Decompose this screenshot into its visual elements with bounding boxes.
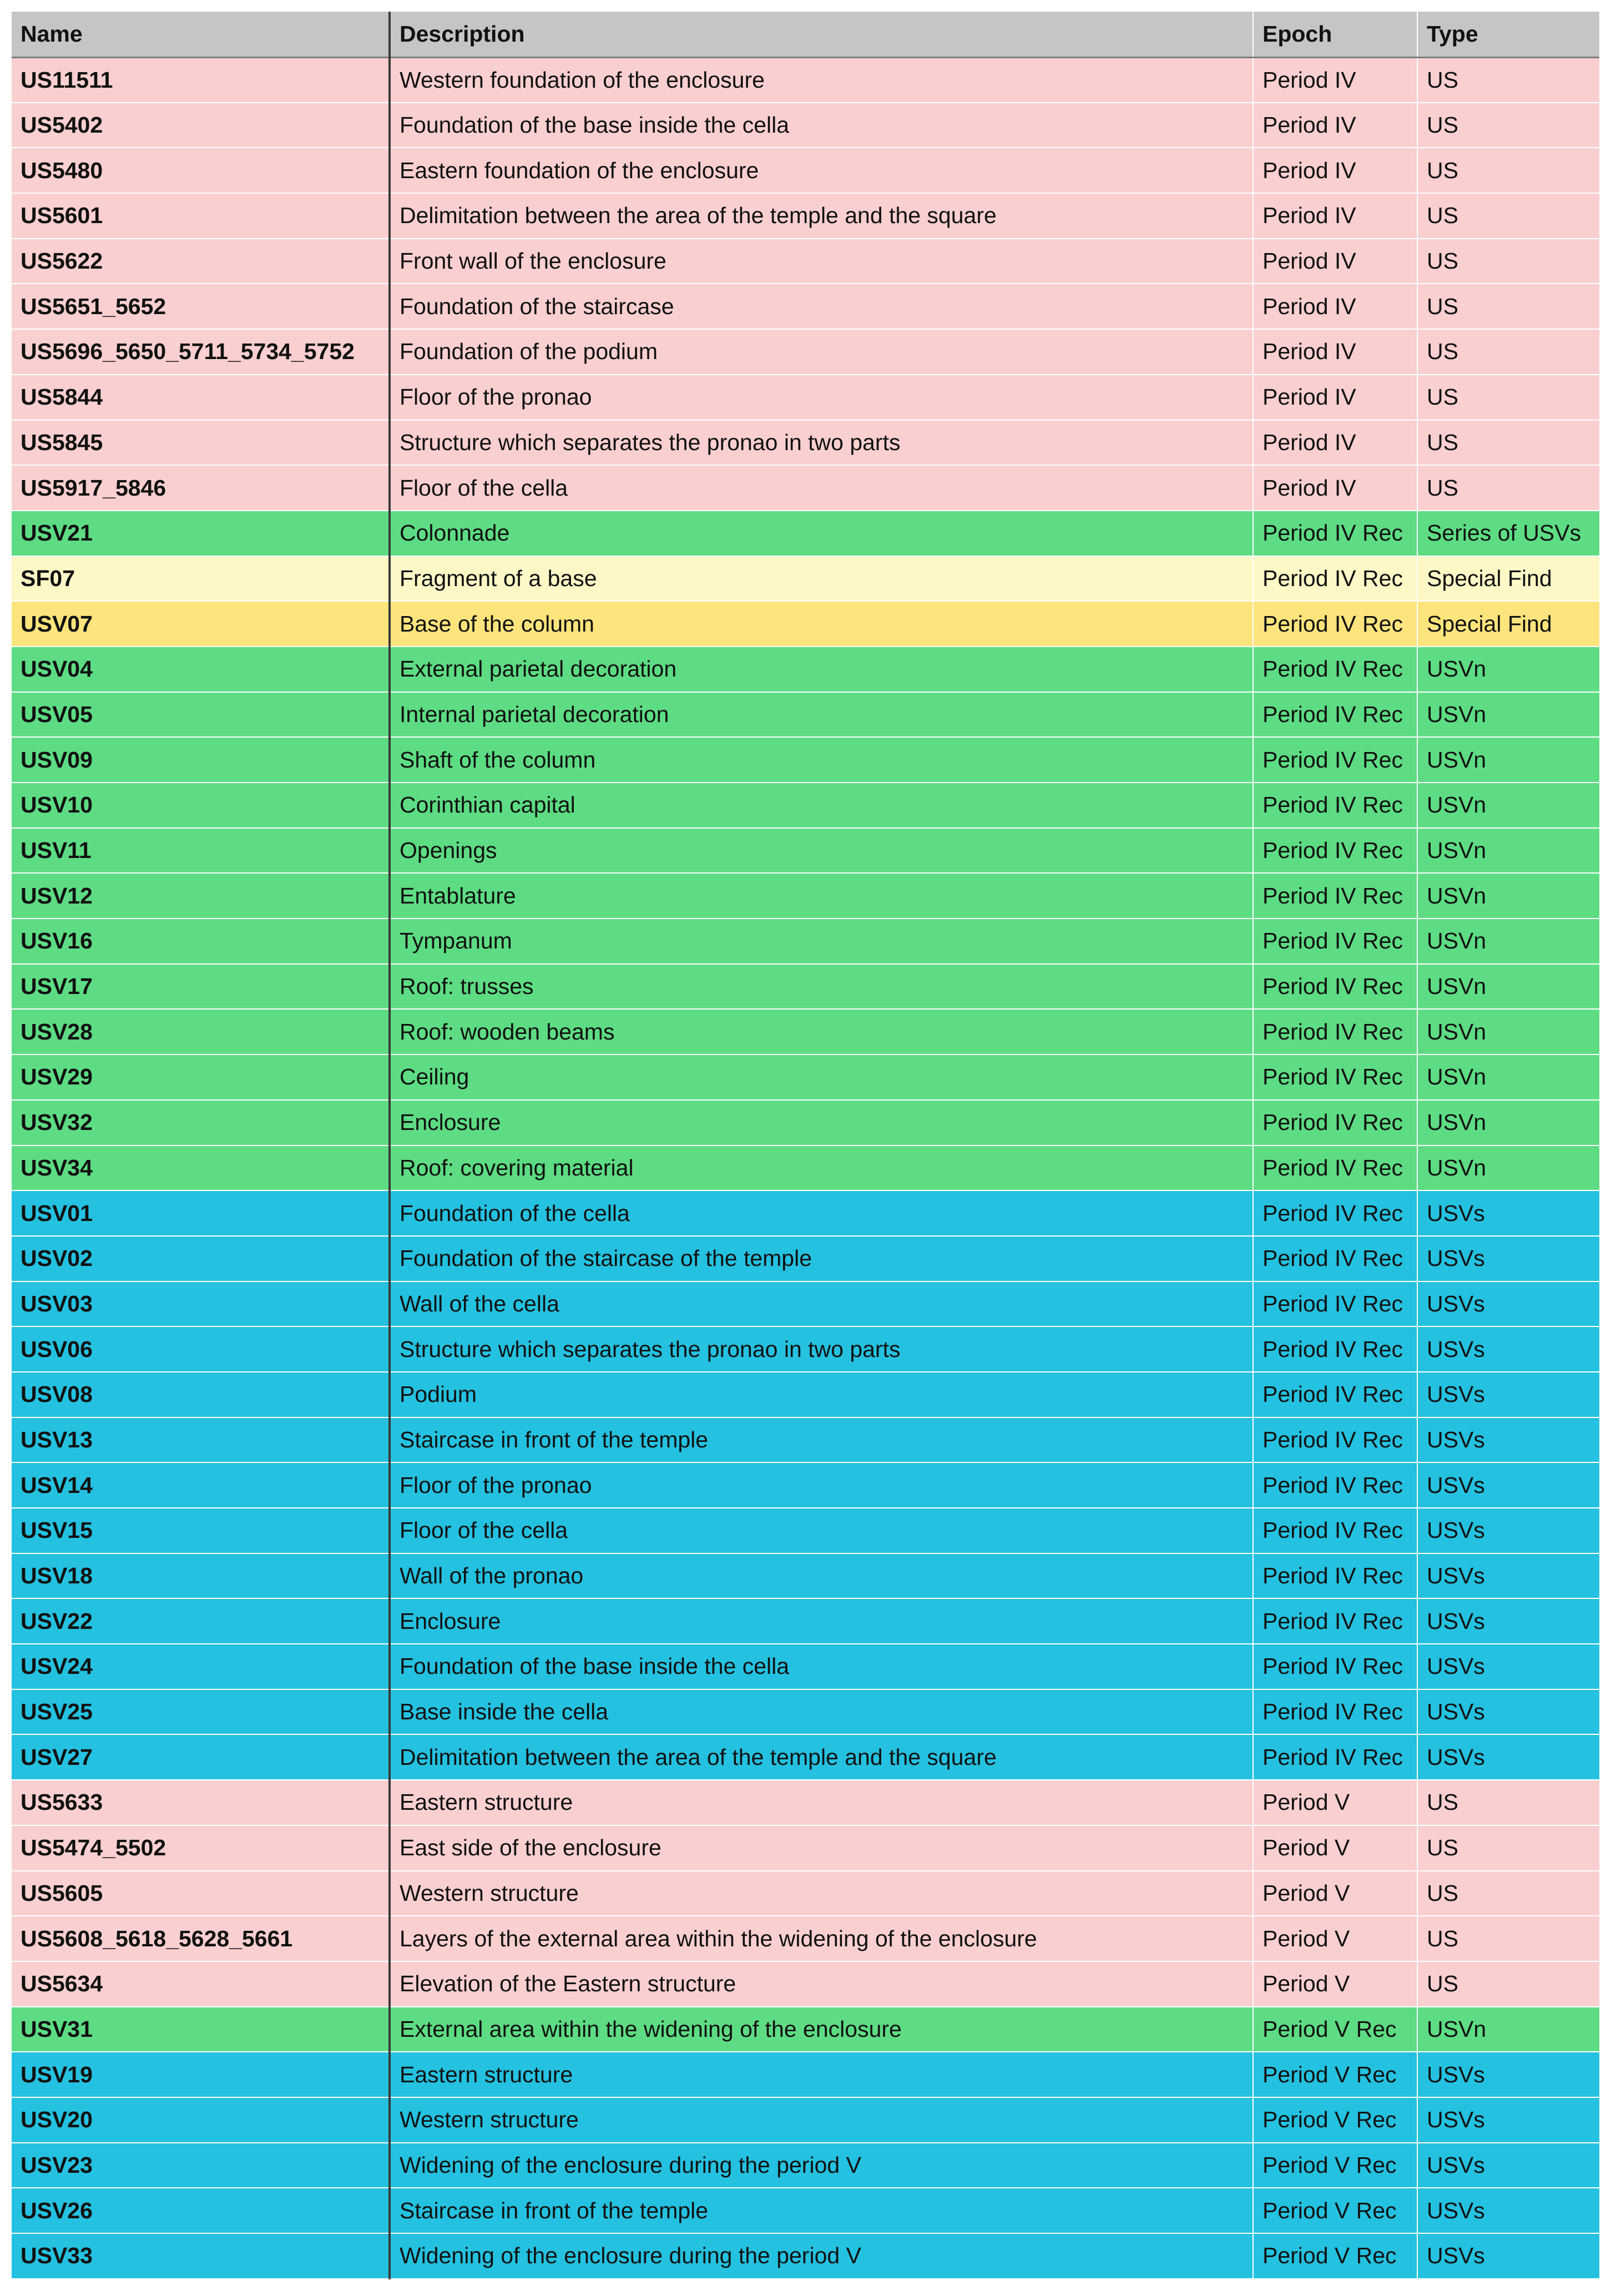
cell-type: US [1417, 284, 1599, 329]
table-row[interactable] [12, 103, 1599, 148]
table-row[interactable] [12, 1190, 1599, 1236]
cell-name: US5845 [12, 420, 390, 466]
cell-type: USVn [1417, 2007, 1599, 2052]
cell-description: Entablature [390, 873, 1253, 919]
cell-name: USV22 [12, 1598, 390, 1644]
table-row[interactable] [12, 1508, 1599, 1553]
cell-name: USV02 [12, 1236, 390, 1281]
cell-name: USV24 [12, 1644, 390, 1689]
cell-epoch: Period IV Rec [1253, 1326, 1417, 1372]
table-row[interactable] [12, 465, 1599, 511]
cell-description: Wall of the pronao [390, 1553, 1253, 1599]
cell-type: USVn [1417, 647, 1599, 692]
cell-description: East side of the enclosure [390, 1825, 1253, 1871]
cell-epoch: Period IV Rec [1253, 647, 1417, 692]
cell-type: USVs [1417, 2052, 1599, 2097]
cell-name: USV34 [12, 1146, 390, 1191]
cell-name: USV25 [12, 1689, 390, 1735]
cell-description: Shaft of the column [390, 737, 1253, 783]
table-row[interactable] [12, 1009, 1599, 1054]
cell-type: US [1417, 1871, 1599, 1916]
cell-description: Western structure [390, 1871, 1253, 1916]
cell-description: Roof: covering material [390, 1146, 1253, 1191]
cell-type: USVs [1417, 1689, 1599, 1735]
cell-name: USV04 [12, 647, 390, 692]
cell-name: USV09 [12, 737, 390, 783]
cell-name: USV19 [12, 2052, 390, 2097]
cell-type: USVn [1417, 692, 1599, 738]
cell-description: Widening of the enclosure during the period V [390, 2233, 1253, 2279]
cell-epoch: Period IV Rec [1253, 1236, 1417, 1281]
cell-name: US5622 [12, 239, 390, 284]
cell-epoch: Period V [1253, 1780, 1417, 1825]
cell-name: USV27 [12, 1734, 390, 1780]
cell-description: Roof: trusses [390, 964, 1253, 1010]
cell-description: Foundation of the staircase [390, 284, 1253, 329]
cell-name: USV08 [12, 1372, 390, 1417]
cell-name: USV23 [12, 2143, 390, 2188]
table-row[interactable] [12, 1598, 1599, 1644]
cell-epoch: Period IV Rec [1253, 783, 1417, 828]
table-row[interactable] [12, 148, 1599, 193]
cell-name: USV29 [12, 1054, 390, 1100]
table-row[interactable] [12, 828, 1599, 874]
cell-type: USVn [1417, 1054, 1599, 1100]
cell-description: Delimitation between the area of the temple and the square [390, 1734, 1253, 1780]
cell-type: US [1417, 1780, 1599, 1825]
table-row[interactable] [12, 57, 1599, 103]
column-header-description[interactable]: Description [390, 12, 1253, 57]
cell-name: US5696_5650_5711_5734_5752 [12, 329, 390, 375]
column-header-epoch[interactable]: Epoch [1253, 12, 1417, 57]
table-row[interactable] [12, 239, 1599, 284]
cell-type: USVs [1417, 1644, 1599, 1689]
cell-type: US [1417, 1825, 1599, 1871]
cell-description: Base of the column [390, 601, 1253, 647]
cell-description: Podium [390, 1372, 1253, 1417]
cell-epoch: Period IV Rec [1253, 1734, 1417, 1780]
cell-name: USV14 [12, 1462, 390, 1508]
table-row[interactable] [12, 2233, 1599, 2279]
cell-type: USVs [1417, 1281, 1599, 1327]
cell-name: USV11 [12, 828, 390, 874]
cell-description: Staircase in front of the temple [390, 1417, 1253, 1463]
cell-name: US5917_5846 [12, 465, 390, 511]
table-row[interactable] [12, 1281, 1599, 1327]
cell-type: US [1417, 420, 1599, 466]
table-row[interactable] [12, 1961, 1599, 2007]
cell-description: Foundation of the cella [390, 1190, 1253, 1236]
cell-epoch: Period IV Rec [1253, 1146, 1417, 1191]
table-body [12, 57, 1599, 2279]
cell-name: US5474_5502 [12, 1825, 390, 1871]
cell-epoch: Period IV [1253, 375, 1417, 420]
cell-name: USV03 [12, 1281, 390, 1327]
table-row[interactable] [12, 1462, 1599, 1508]
table-row[interactable] [12, 1644, 1599, 1689]
cell-name: USV18 [12, 1553, 390, 1599]
table-row[interactable] [12, 329, 1599, 375]
table-row[interactable] [12, 964, 1599, 1010]
cell-type: USVn [1417, 828, 1599, 874]
cell-description: Eastern structure [390, 2052, 1253, 2097]
cell-name: USV31 [12, 2007, 390, 2052]
table-row[interactable] [12, 1146, 1599, 1191]
table-row[interactable] [12, 737, 1599, 783]
cell-type: USVn [1417, 1100, 1599, 1146]
cell-epoch: Period IV Rec [1253, 1281, 1417, 1327]
cell-type: US [1417, 1961, 1599, 2007]
cell-epoch: Period IV Rec [1253, 1054, 1417, 1100]
table-row[interactable] [12, 193, 1599, 239]
cell-epoch: Period IV Rec [1253, 1009, 1417, 1054]
cell-epoch: Period V Rec [1253, 2052, 1417, 2097]
cell-epoch: Period IV Rec [1253, 1553, 1417, 1599]
table-row[interactable] [12, 375, 1599, 420]
cell-description: Floor of the pronao [390, 1462, 1253, 1508]
cell-type: USVs [1417, 1236, 1599, 1281]
cell-name: US5608_5618_5628_5661 [12, 1916, 390, 1961]
cell-description: Enclosure [390, 1100, 1253, 1146]
cell-name: USV32 [12, 1100, 390, 1146]
cell-epoch: Period V [1253, 1961, 1417, 2007]
cell-type: US [1417, 103, 1599, 148]
cell-description: Eastern foundation of the enclosure [390, 148, 1253, 193]
table-row[interactable] [12, 420, 1599, 466]
stratigraphic-units-table [12, 12, 1599, 2279]
cell-type: USVn [1417, 964, 1599, 1010]
cell-type: USVs [1417, 1508, 1599, 1553]
cell-epoch: Period IV [1253, 465, 1417, 511]
cell-epoch: Period IV Rec [1253, 1372, 1417, 1417]
cell-type: USVn [1417, 1146, 1599, 1191]
cell-epoch: Period V Rec [1253, 2233, 1417, 2279]
cell-description: External parietal decoration [390, 647, 1253, 692]
cell-description: Foundation of the podium [390, 329, 1253, 375]
cell-name: US5605 [12, 1871, 390, 1916]
table-row[interactable] [12, 1372, 1599, 1417]
cell-name: US5633 [12, 1780, 390, 1825]
table-row[interactable] [12, 1326, 1599, 1372]
cell-type: US [1417, 375, 1599, 420]
cell-description: Wall of the cella [390, 1281, 1253, 1327]
cell-description: Openings [390, 828, 1253, 874]
cell-epoch: Period V [1253, 1871, 1417, 1916]
cell-description: Ceiling [390, 1054, 1253, 1100]
cell-description: Western foundation of the enclosure [390, 57, 1253, 103]
cell-name: USV06 [12, 1326, 390, 1372]
cell-description: Floor of the cella [390, 465, 1253, 511]
table-row[interactable] [12, 692, 1599, 738]
cell-epoch: Period IV [1253, 420, 1417, 466]
cell-epoch: Period IV Rec [1253, 601, 1417, 647]
cell-description: Structure which separates the pronao in two parts [390, 420, 1253, 466]
cell-name: US5402 [12, 103, 390, 148]
cell-name: USV26 [12, 2188, 390, 2233]
cell-type: Special Find [1417, 601, 1599, 647]
cell-name: US5651_5652 [12, 284, 390, 329]
cell-name: USV16 [12, 919, 390, 964]
cell-name: USV15 [12, 1508, 390, 1553]
cell-epoch: Period V [1253, 1916, 1417, 1961]
table-row[interactable] [12, 511, 1599, 556]
cell-description: Enclosure [390, 1598, 1253, 1644]
cell-description: Staircase in front of the temple [390, 2188, 1253, 2233]
cell-type: USVs [1417, 1190, 1599, 1236]
table-row[interactable] [12, 1916, 1599, 1961]
cell-description: Floor of the pronao [390, 375, 1253, 420]
cell-name: USV21 [12, 511, 390, 556]
cell-epoch: Period IV Rec [1253, 737, 1417, 783]
cell-epoch: Period IV Rec [1253, 1190, 1417, 1236]
cell-type: USVs [1417, 2233, 1599, 2279]
cell-description: Base inside the cella [390, 1689, 1253, 1735]
cell-description: Widening of the enclosure during the period V [390, 2143, 1253, 2188]
table-row[interactable] [12, 1825, 1599, 1871]
cell-description: Western structure [390, 2097, 1253, 2143]
cell-type: USVn [1417, 919, 1599, 964]
cell-description: Tympanum [390, 919, 1253, 964]
cell-epoch: Period IV Rec [1253, 1598, 1417, 1644]
cell-type: US [1417, 329, 1599, 375]
table-row[interactable] [12, 1236, 1599, 1281]
cell-description: External area within the widening of the enclosure [390, 2007, 1253, 2052]
column-header-type[interactable]: Type [1417, 12, 1599, 57]
cell-name: US5844 [12, 375, 390, 420]
table-row[interactable] [12, 2143, 1599, 2188]
cell-epoch: Period IV Rec [1253, 1462, 1417, 1508]
table-row[interactable] [12, 1553, 1599, 1599]
cell-description: Fragment of a base [390, 556, 1253, 602]
table-row[interactable] [12, 2052, 1599, 2097]
cell-description: Foundation of the base inside the cella [390, 1644, 1253, 1689]
cell-epoch: Period IV Rec [1253, 964, 1417, 1010]
cell-description: Foundation of the base inside the cella [390, 103, 1253, 148]
cell-description: Layers of the external area within the widening of the enclosure [390, 1916, 1253, 1961]
table-row[interactable] [12, 284, 1599, 329]
cell-type: US [1417, 148, 1599, 193]
cell-type: Series of USVs [1417, 511, 1599, 556]
cell-name: USV05 [12, 692, 390, 738]
table-row[interactable] [12, 1689, 1599, 1735]
cell-name: USV28 [12, 1009, 390, 1054]
cell-epoch: Period V Rec [1253, 2143, 1417, 2188]
cell-description: Delimitation between the area of the temple and the square [390, 193, 1253, 239]
table-row[interactable] [12, 647, 1599, 692]
table-row[interactable] [12, 556, 1599, 602]
cell-type: USVs [1417, 1553, 1599, 1599]
cell-epoch: Period IV Rec [1253, 1417, 1417, 1463]
cell-type: USVs [1417, 1372, 1599, 1417]
cell-epoch: Period IV Rec [1253, 1100, 1417, 1146]
cell-epoch: Period IV [1253, 193, 1417, 239]
stratigraphic-units-table-container [12, 12, 1599, 2279]
cell-name: US5601 [12, 193, 390, 239]
cell-epoch: Period IV [1253, 329, 1417, 375]
cell-name: USV01 [12, 1190, 390, 1236]
cell-type: USVs [1417, 2188, 1599, 2233]
table-row[interactable] [12, 783, 1599, 828]
table-row[interactable] [12, 2097, 1599, 2143]
cell-type: US [1417, 465, 1599, 511]
cell-name: USV10 [12, 783, 390, 828]
cell-epoch: Period IV Rec [1253, 1508, 1417, 1553]
cell-description: Front wall of the enclosure [390, 239, 1253, 284]
cell-epoch: Period V Rec [1253, 2188, 1417, 2233]
cell-type: USVn [1417, 737, 1599, 783]
table-row[interactable] [12, 2188, 1599, 2233]
cell-type: Special Find [1417, 556, 1599, 602]
cell-epoch: Period IV [1253, 103, 1417, 148]
cell-description: Eastern structure [390, 1780, 1253, 1825]
cell-name: USV13 [12, 1417, 390, 1463]
cell-epoch: Period IV [1253, 284, 1417, 329]
cell-type: US [1417, 239, 1599, 284]
cell-name: US11511 [12, 57, 390, 103]
cell-type: USVs [1417, 2097, 1599, 2143]
table-row[interactable] [12, 1054, 1599, 1100]
cell-epoch: Period IV Rec [1253, 511, 1417, 556]
cell-type: US [1417, 57, 1599, 103]
cell-name: USV17 [12, 964, 390, 1010]
cell-name: USV07 [12, 601, 390, 647]
cell-type: USVs [1417, 1734, 1599, 1780]
cell-type: USVs [1417, 2143, 1599, 2188]
cell-type: USVs [1417, 1462, 1599, 1508]
table-row[interactable] [12, 1780, 1599, 1825]
cell-epoch: Period IV Rec [1253, 692, 1417, 738]
column-header-name[interactable]: Name [12, 12, 390, 57]
cell-epoch: Period IV [1253, 148, 1417, 193]
cell-name: USV33 [12, 2233, 390, 2279]
cell-description: Corinthian capital [390, 783, 1253, 828]
table-row[interactable] [12, 2007, 1599, 2052]
table-row[interactable] [12, 1417, 1599, 1463]
cell-epoch: Period V Rec [1253, 2007, 1417, 2052]
cell-type: USVs [1417, 1417, 1599, 1463]
table-row[interactable] [12, 873, 1599, 919]
cell-epoch: Period IV Rec [1253, 873, 1417, 919]
table-header-row [12, 12, 1599, 57]
cell-name: USV12 [12, 873, 390, 919]
cell-description: Floor of the cella [390, 1508, 1253, 1553]
cell-description: Internal parietal decoration [390, 692, 1253, 738]
cell-name: US5634 [12, 1961, 390, 2007]
cell-type: US [1417, 193, 1599, 239]
table-row[interactable] [12, 919, 1599, 964]
cell-epoch: Period V Rec [1253, 2097, 1417, 2143]
cell-description: Foundation of the staircase of the temple [390, 1236, 1253, 1281]
table-row[interactable] [12, 1100, 1599, 1146]
cell-description: Roof: wooden beams [390, 1009, 1253, 1054]
cell-type: USVn [1417, 783, 1599, 828]
cell-description: Structure which separates the pronao in two parts [390, 1326, 1253, 1372]
cell-name: US5480 [12, 148, 390, 193]
cell-type: USVn [1417, 1009, 1599, 1054]
cell-name: USV20 [12, 2097, 390, 2143]
cell-description: Colonnade [390, 511, 1253, 556]
cell-type: USVs [1417, 1598, 1599, 1644]
table-row[interactable] [12, 1734, 1599, 1780]
cell-name: SF07 [12, 556, 390, 602]
cell-epoch: Period IV Rec [1253, 556, 1417, 602]
cell-description: Elevation of the Eastern structure [390, 1961, 1253, 2007]
cell-type: USVn [1417, 873, 1599, 919]
cell-epoch: Period IV Rec [1253, 828, 1417, 874]
table-row[interactable] [12, 601, 1599, 647]
cell-epoch: Period IV Rec [1253, 1644, 1417, 1689]
cell-epoch: Period IV Rec [1253, 1689, 1417, 1735]
cell-type: USVs [1417, 1326, 1599, 1372]
cell-epoch: Period IV Rec [1253, 919, 1417, 964]
cell-epoch: Period V [1253, 1825, 1417, 1871]
cell-epoch: Period IV [1253, 239, 1417, 284]
cell-epoch: Period IV [1253, 57, 1417, 103]
table-row[interactable] [12, 1871, 1599, 1916]
cell-type: US [1417, 1916, 1599, 1961]
